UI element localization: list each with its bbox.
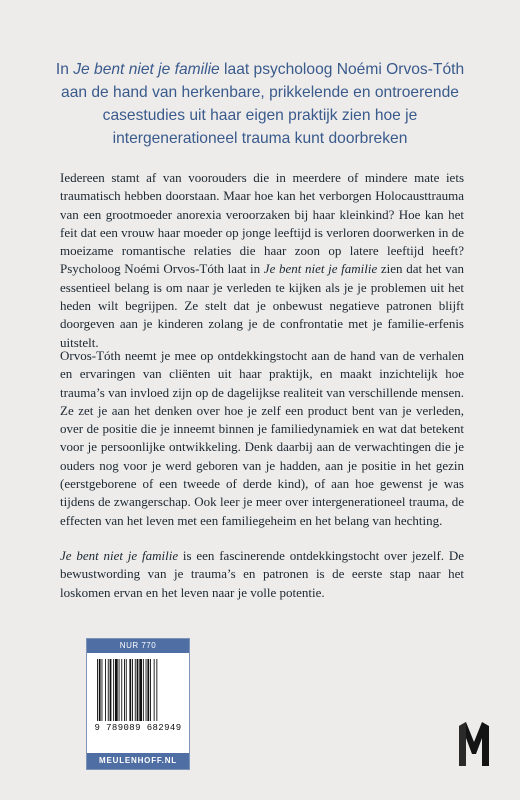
barcode-bar bbox=[124, 659, 125, 721]
barcode-bar bbox=[108, 659, 109, 721]
barcode-bar bbox=[139, 659, 142, 721]
barcode-bar bbox=[126, 659, 127, 721]
lead-blurb bbox=[44, 58, 476, 150]
lead-book-title: Je bent niet je familie bbox=[73, 61, 220, 78]
isbn-barcode-block bbox=[86, 638, 190, 770]
barcode-bar bbox=[105, 659, 106, 721]
paragraph-1-text-b: zien dat het van essentieel belang is om naar je verleden te kijken als je je problemen uit het heden wilt begrijpen. Ze stelt dat je onbewust negatieve patronen blijft doorgeven aan je kinderen zolang je de confrontatie met je familie-erfenis uitstelt. bbox=[60, 261, 465, 350]
paragraph-1 bbox=[60, 169, 464, 352]
barcode-bar bbox=[119, 659, 120, 721]
barcode-bar bbox=[146, 659, 147, 721]
paragraph-1-text-a: Iedereen stamt af van voorouders die in meerdere of mindere mate iets traumatisch hebben doorstaan. Maar hoe kan het verborgen Holocausttrauma van een grootmoeder anorexia veroorzaken bij haar kleinkind? Hoe kan het feit dat een vrouw haar moeder op jonge leeftijd is verloren doorwerken in de moeizame romantische relaties die haar zoon op latere leeftijd heeft? Psycholoog Noémi Orvos-Tóth laat in bbox=[60, 170, 464, 277]
barcode-bar bbox=[115, 659, 118, 721]
paragraph-1-book-title: Je bent niet je familie bbox=[263, 261, 378, 277]
paragraph-2 bbox=[60, 347, 464, 530]
nur-label: NUR 770 bbox=[87, 639, 189, 653]
barcode-bar bbox=[156, 659, 157, 721]
barcode-icon bbox=[97, 659, 181, 721]
barcode-bar bbox=[113, 659, 114, 721]
lead-post: laat psycholoog Noémi Orvos-Tóth aan de hand van herkenbare, prikkelende en ontroerende casestudies uit haar eigen praktijk zien hoe je intergenerationeel trauma kunt doorbreken bbox=[61, 61, 465, 147]
paragraph-3-text: is een fascinerende ontdekkingstocht over jezelf. De bewustwording van je trauma’s en patronen is de eerste stap naar het loskomen ervan en het leven naar je volle potentie. bbox=[60, 548, 465, 600]
paragraph-3-book-title: Je bent niet je familie bbox=[60, 548, 179, 563]
barcode-bar bbox=[154, 659, 155, 721]
barcode-bar bbox=[102, 659, 103, 721]
barcode-bar bbox=[121, 659, 122, 721]
barcode-bar bbox=[129, 659, 131, 721]
barcode-bar bbox=[99, 659, 101, 721]
meulenhoff-m-logo-icon bbox=[457, 720, 491, 768]
barcode-bar bbox=[147, 659, 149, 721]
barcode-bar bbox=[135, 659, 136, 721]
paragraph-3 bbox=[60, 547, 464, 602]
lead-pre: In bbox=[55, 61, 74, 78]
barcode-bar bbox=[97, 659, 98, 721]
barcode-bar bbox=[143, 659, 144, 721]
publisher-url: MEULENHOFF.NL bbox=[87, 753, 189, 769]
barcode-bar bbox=[150, 659, 151, 721]
isbn-number: 9 789089 682949 bbox=[94, 723, 182, 733]
barcode-bar bbox=[110, 659, 112, 721]
barcode-bar bbox=[132, 659, 133, 721]
paragraph-2-text: Orvos-Tóth neemt je mee op ontdekkingstocht aan de hand van de verhalen en ervaringen van cliënten uit haar praktijk, en maakt inzichtelijk hoe trauma’s van invloed zijn op de dagelijkse realiteit van verschillende mensen. Ze zet je aan het denken over hoe je zelf een product bent van je verleden, over de positie die je inneemt binnen je familiedynamiek en wat dat betekent voor je persoonlijke ontwikkeling. Denk daarbij aan de verwachtingen die je ouders nog voor je werd geboren van je hadden, aan je positie in het gezin (eerstgeborene of een tweede of derde kind), of aan hoe gewenst je was tijdens de zwangerschap. Ook leer je meer over intergenerationeel trauma, de effecten van het leven met een familiegeheim en het belang van hechting. bbox=[60, 348, 464, 528]
barcode-bar bbox=[137, 659, 139, 721]
